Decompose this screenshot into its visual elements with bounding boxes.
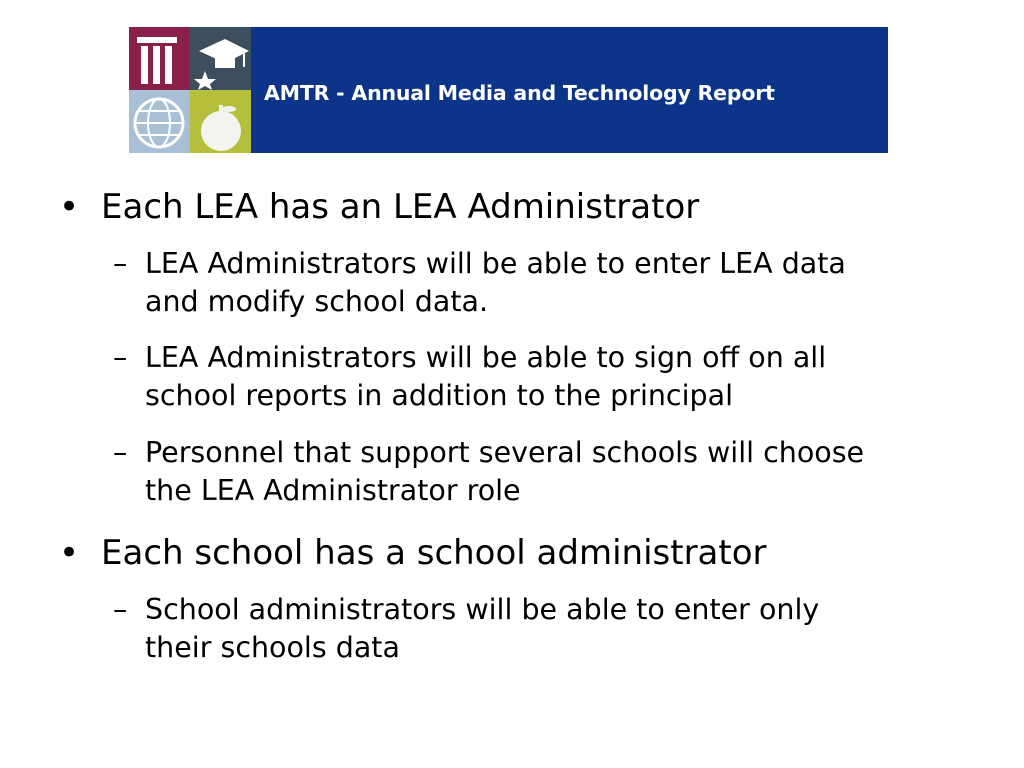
- sub-bullet-text-line: the LEA Administrator role: [145, 474, 521, 507]
- bullet-text: Each school has a school administrator: [101, 533, 767, 573]
- sub-bullet-text-line: their schools data: [145, 631, 400, 664]
- sub-bullet-marker: –: [113, 341, 128, 374]
- bullet-text: Each LEA has an LEA Administrator: [101, 187, 700, 227]
- sub-bullet-text-line: LEA Administrators will be able to enter LEA data: [145, 247, 846, 280]
- bullet-item: [59, 187, 981, 227]
- bullet-marker: •: [59, 533, 80, 573]
- sub-bullet-marker: –: [113, 436, 128, 469]
- sub-bullet-text-line: LEA Administrators will be able to sign off on all: [145, 341, 827, 374]
- sub-bullet-marker: –: [113, 247, 128, 280]
- sub-bullet-text-line: Personnel that support several schools will choose: [145, 436, 865, 469]
- sub-bullet-item: [113, 245, 1005, 321]
- banner-title: AMTR - Annual Media and Technology Report: [264, 81, 775, 105]
- sub-bullet-marker: –: [113, 593, 128, 626]
- sub-bullet-text-line: school reports in addition to the principal: [145, 379, 733, 412]
- sub-bullet-text-line: and modify school data.: [145, 285, 489, 318]
- sub-bullet-item: [113, 591, 1005, 667]
- sub-bullet-item: [113, 339, 1005, 415]
- bullet-marker: •: [59, 187, 80, 227]
- bullet-item: [59, 533, 981, 573]
- sub-bullet-item: [113, 434, 1005, 510]
- sub-bullet-text-line: School administrators will be able to enter only: [145, 593, 820, 626]
